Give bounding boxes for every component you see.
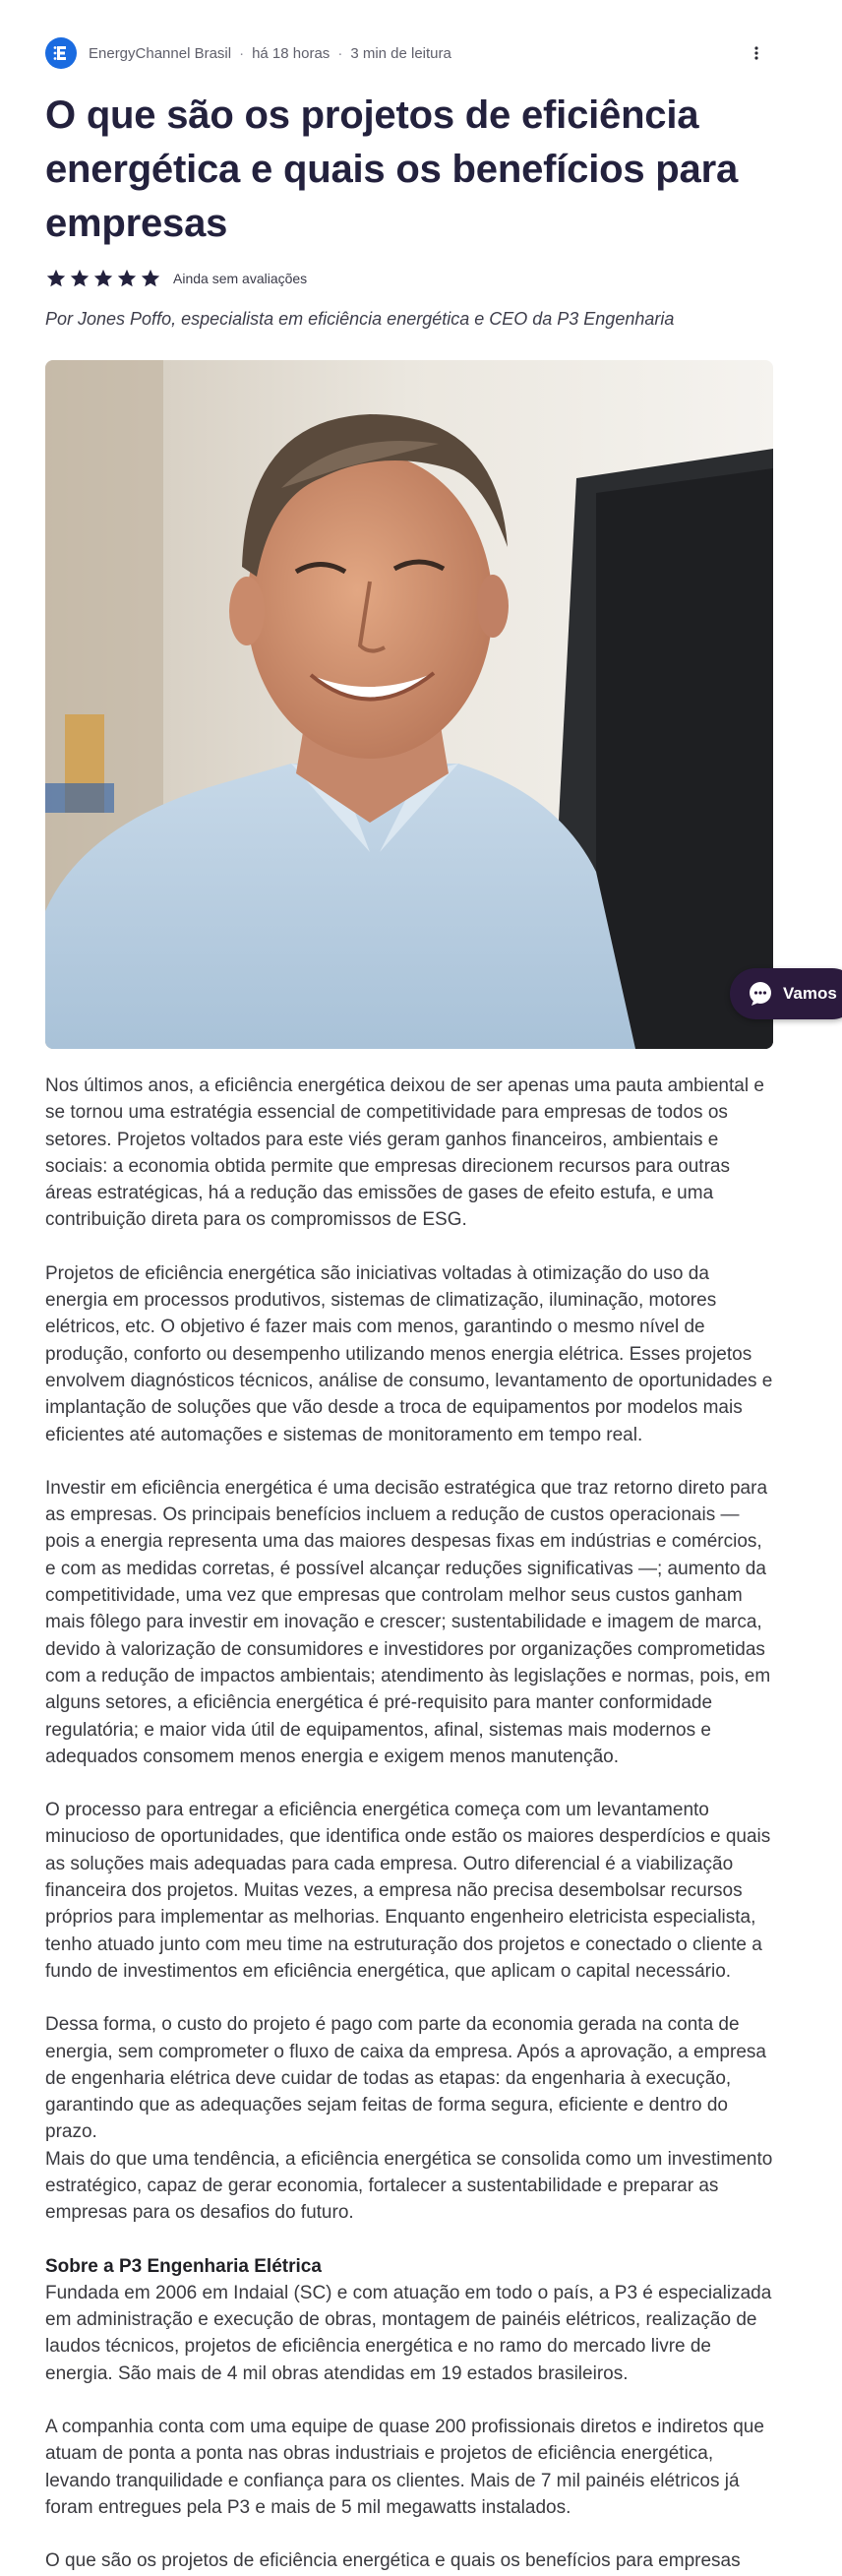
hero-image [45,360,773,1049]
source-name[interactable]: EnergyChannel Brasil [89,44,232,62]
about-paragraph: A companhia conta com uma equipe de quase 200 profissionais diretos e indiretos que atuam de ponta a ponta nas obras industriais e projetos de eficiência energética, levando tranquilidade e confiança para os clientes. Mais de 7 mil painéis elétricos já foram entregues pela P3 e mais de 5 mil megawatts instalados. [45,2417,764,2518]
meta-separator: · [239,44,245,62]
article-meta [89,45,451,62]
star-icon[interactable] [69,268,90,289]
article-body [45,1073,775,2576]
chat-button[interactable] [730,968,842,1019]
star-icon[interactable] [116,268,138,289]
article-rating[interactable] [45,268,307,289]
energychannel-logo-icon[interactable] [45,37,77,69]
meta-separator: · [337,44,343,62]
publish-time: há 18 horas [252,44,331,62]
article-paragraph: Nos últimos anos, a eficiência energética deixou de ser apenas uma pauta ambiental e se tornou uma estratégia essencial de competitividade para empresas de todos os setores. Projetos voltados para este viés geram ganhos financeiros, ambientais e sociais: a economia obtida permite que empresas direcionem recursos para outras áreas estratégicas, há a redução das emissões de gases de efeito estufa, e uma contribuição direta para os compromissos de ESG. [45,1075,764,1231]
article-footer-title: O que são os projetos de eficiência energética e quais os benefícios para empresas [45,2550,741,2572]
article-paragraph: Projetos de eficiência energética são iniciativas voltadas à otimização do uso da energia em processos produtivos, sistemas de climatização, iluminação, motores elétricos, etc. O objetivo é fazer mais com menos, garantindo o mesmo nível de produção, conforto ou desempenho utilizando menos energia elétrica. Esses projetos envolvem diagnósticos técnicos, análise de consumo, levantamento de oportunidades e implantação de soluções que vão desde a troca de equipamentos por modelos mais eficientes até automações e sistemas de monitoramento em tempo real. [45,1262,773,1445]
star-icon[interactable] [45,268,67,289]
article-paragraph: O processo para entregar a eficiência energética começa com um levantamento minucioso de oportunidades, que identifica onde estão os maiores desperdícios e quais as soluções mais adequadas para cada empresa. Outro diferencial é a viabilização financeira dos projetos. Muitas vezes, a empresa não precisa desembolsar recursos próprios para implementar as melhorias. Enquanto engenheiro eletricista especialista, tenho atuado junto com meu time na estruturação dos projetos e conectado o cliente a fundo de investimentos em eficiência energética, que aplicam o capital necessário. [45,1800,771,1982]
article-paragraph: Investir em eficiência energética é uma decisão estratégica que traz retorno direto para as empresas. Os principais benefícios incluem a redução de custos operacionais — pois a energia representa uma das maiores despesas fixas em indústrias e comércios, e com as medidas corretas, é possível alcançar reduções significativas —; aumento da competitividade, uma vez que empresas que controlam melhor seus custos ganham mais fôlego para investir em inovação e crescer; sustentabilidade e imagem de marca, devido à valorização de consumidores e investidores por organizações comprometidas com a redução de impactos ambientais; atendimento às legislações e normas, pois, em alguns setores, a eficiência energética é pré-requisito para manter conformidade regulatória; e maior vida útil de equipamentos, afinal, sistemas mais modernos e adequados consomem menos energia e exigem menos manutenção. [45,1477,771,1767]
article-header [45,37,768,69]
about-paragraph: Fundada em 2006 em Indaial (SC) e com atuação em todo o país, a P3 é especializada em administração e execução de obras, montagem de painéis elétricos, realização de laudos técnicos, projetos de eficiência energética e no ramo do mercado livre de energia. São mais de 4 mil obras atendidas em 19 estados brasileiros. [45,2282,772,2384]
logo-glyph [51,43,71,63]
rating-stars[interactable] [45,268,161,289]
rating-text: Ainda sem avaliações [173,271,308,286]
article-paragraph: Dessa forma, o custo do projeto é pago com parte da economia gerada na conta de energia, sem comprometer o fluxo de caixa da empresa. Após a aprovação, a empresa de engenharia elétrica deve cuidar de todas as etapas: da engenharia à execução, garantindo que as adequações sejam feitas de forma segura, eficiente e dentro do prazo. [45,2014,766,2143]
star-icon[interactable] [140,268,161,289]
article-paragraph: Mais do que uma tendência, a eficiência energética se consolida como um investimento estratégico, capaz de gerar economia, fortalecer a sustentabilidade e preparar as empresas para os desafios do futuro. [45,2148,773,2224]
read-time: 3 min de leitura [350,44,451,62]
chat-button-label: Vamos [783,984,837,1003]
star-icon[interactable] [92,268,114,289]
article-byline: Por Jones Poffo, especialista em eficiência energética e CEO da P3 Engenharia [45,309,675,329]
article-title: O que são os projetos de eficiência energética e quais os benefícios para empresas [45,93,738,245]
more-vertical-icon[interactable] [745,41,768,65]
chat-bubble-icon [748,981,773,1007]
about-heading: Sobre a P3 Engenharia Elétrica [45,2255,322,2277]
